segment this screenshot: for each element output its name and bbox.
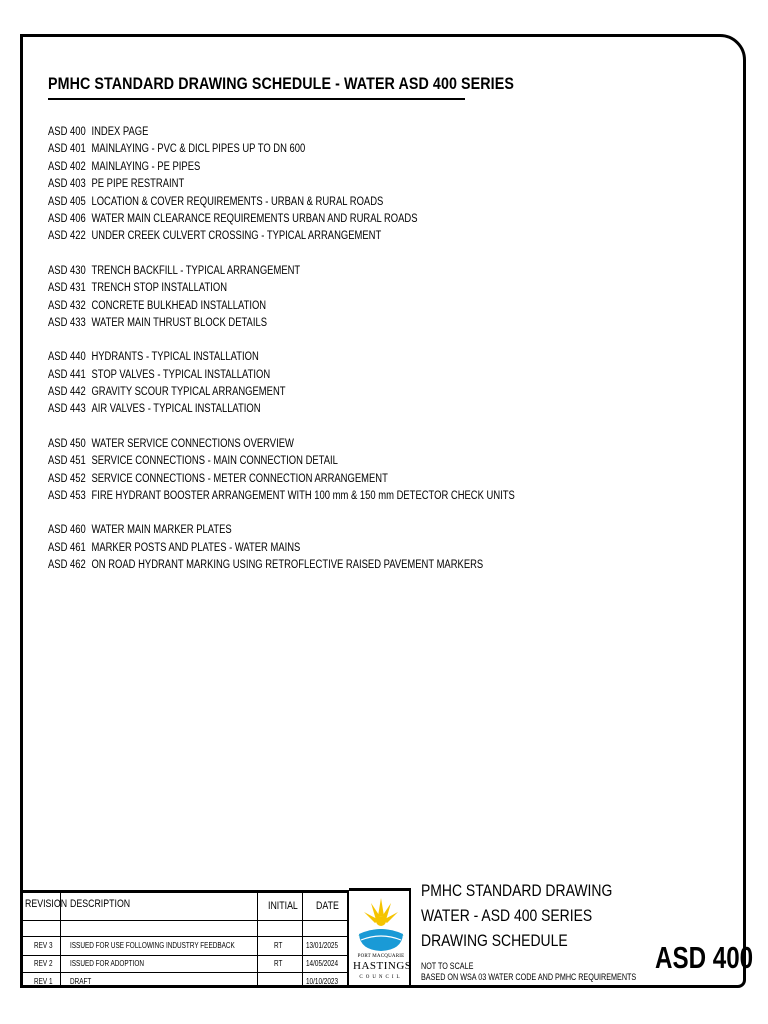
drawing-code: ASD 450 xyxy=(48,437,86,450)
drawing-description: PE PIPE RESTRAINT xyxy=(91,178,185,191)
drawing-description: ON ROAD HYDRANT MARKING USING RETROFLECTIVE RAISED PAVEMENT MARKERS xyxy=(91,559,484,572)
drawing-code: ASD 461 xyxy=(48,541,86,554)
drawing-description: TRENCH BACKFILL - TYPICAL ARRANGEMENT xyxy=(91,264,301,277)
sun-icon xyxy=(364,898,398,926)
schedule-row xyxy=(48,194,474,211)
schedule-row xyxy=(48,263,474,280)
drawing-code: ASD 406 xyxy=(48,212,86,225)
schedule-row xyxy=(48,159,474,176)
drawing-schedule-list xyxy=(48,124,568,592)
schedule-group xyxy=(48,349,568,419)
drawing-description: GRAVITY SCOUR TYPICAL ARRANGEMENT xyxy=(91,386,286,399)
schedule-group xyxy=(48,522,568,574)
drawing-description: SERVICE CONNECTIONS - METER CONNECTION ARRANGEMENT xyxy=(91,472,388,485)
logo-text-council: COUNCIL xyxy=(359,975,403,980)
drawing-number: ASD 400 xyxy=(655,940,754,975)
drawing-description: AIR VALVES - TYPICAL INSTALLATION xyxy=(91,403,261,416)
drawing-code: ASD 442 xyxy=(48,386,86,399)
drawing-code: ASD 433 xyxy=(48,316,86,329)
schedule-row xyxy=(48,141,474,158)
schedule-row xyxy=(48,488,515,505)
logo-text-hastings: HASTINGS xyxy=(353,960,412,972)
revision-table xyxy=(22,890,349,987)
drawing-code: ASD 422 xyxy=(48,230,86,243)
drawing-code: ASD 453 xyxy=(48,490,86,503)
header-description: DESCRIPTION xyxy=(70,898,131,910)
rev-date-cell: 14/05/2024 xyxy=(306,959,339,968)
drawing-code: ASD 432 xyxy=(48,299,86,312)
schedule-row xyxy=(48,315,474,332)
schedule-row xyxy=(48,349,474,366)
rev-cell: REV 3 xyxy=(34,941,53,950)
drawing-code: ASD 462 xyxy=(48,559,86,572)
drawing-description: INDEX PAGE xyxy=(91,126,149,138)
drawing-title-line-1: PMHC STANDARD DRAWING xyxy=(421,881,613,900)
schedule-group xyxy=(48,124,568,246)
drawing-description: WATER SERVICE CONNECTIONS OVERVIEW xyxy=(91,437,294,450)
drawing-code: ASD 460 xyxy=(48,524,86,537)
schedule-row xyxy=(48,367,474,384)
drawing-code: ASD 403 xyxy=(48,178,86,191)
schedule-group xyxy=(48,263,568,333)
drawing-description: STOP VALVES - TYPICAL INSTALLATION xyxy=(91,368,271,381)
drawing-code: ASD 443 xyxy=(48,403,86,416)
drawing-description: TRENCH STOP INSTALLATION xyxy=(91,282,228,295)
row-divider xyxy=(22,972,347,973)
council-logo-icon xyxy=(356,894,406,952)
schedule-row xyxy=(48,228,474,245)
row-divider xyxy=(22,920,347,921)
drawing-description: LOCATION & COVER REQUIREMENTS - URBAN & RURAL ROADS xyxy=(91,195,384,208)
schedule-row xyxy=(48,124,474,141)
drawing-code: ASD 401 xyxy=(48,143,86,156)
schedule-row xyxy=(48,298,474,315)
schedule-row xyxy=(48,557,484,574)
rev-initial-cell: RT xyxy=(274,959,283,968)
logo-text-port-macquarie: PORT MACQUARIE xyxy=(357,954,405,959)
rev-initial-cell: RT xyxy=(274,941,283,950)
drawing-code: ASD 451 xyxy=(48,455,86,468)
schedule-group xyxy=(48,436,568,506)
header-revision: REVISION xyxy=(25,898,68,910)
drawing-title-line-3: DRAWING SCHEDULE xyxy=(421,931,568,950)
schedule-row xyxy=(48,522,474,539)
drawing-description: WATER MAIN CLEARANCE REQUIREMENTS URBAN AND RURAL ROADS xyxy=(91,212,418,225)
header-initial: INITIAL xyxy=(268,900,298,912)
drawing-description: UNDER CREEK CULVERT CROSSING - TYPICAL ARRANGEMENT xyxy=(91,230,382,243)
schedule-row xyxy=(48,280,474,297)
schedule-row xyxy=(48,176,474,193)
drawing-description: HYDRANTS - TYPICAL INSTALLATION xyxy=(91,351,259,364)
title-underline xyxy=(48,98,465,100)
drawing-description: MAINLAYING - PVC & DICL PIPES UP TO DN 600 xyxy=(91,143,306,156)
water-shape xyxy=(359,929,403,951)
drawing-description: WATER MAIN MARKER PLATES xyxy=(91,524,232,537)
rev-cell: REV 1 xyxy=(34,977,53,986)
drawing-code: ASD 430 xyxy=(48,264,86,277)
schedule-row xyxy=(48,211,474,228)
drawing-description: MARKER POSTS AND PLATES - WATER MAINS xyxy=(91,541,301,554)
rev-desc-cell: ISSUED FOR USE FOLLOWING INDUSTRY FEEDBACK xyxy=(70,941,235,950)
drawing-description: WATER MAIN THRUST BLOCK DETAILS xyxy=(91,316,267,329)
drawing-code: ASD 431 xyxy=(48,282,86,295)
drawing-code: ASD 405 xyxy=(48,195,86,208)
schedule-row xyxy=(48,436,474,453)
drawing-title-line-2: WATER - ASD 400 SERIES xyxy=(421,906,593,925)
drawing-code: ASD 440 xyxy=(48,351,86,364)
scale-note: NOT TO SCALE xyxy=(421,961,474,971)
drawing-description: SERVICE CONNECTIONS - MAIN CONNECTION DETAIL xyxy=(91,455,338,468)
drawing-code: ASD 402 xyxy=(48,160,86,173)
schedule-row xyxy=(48,540,474,557)
schedule-row xyxy=(48,471,474,488)
rev-date-cell: 10/10/2023 xyxy=(306,977,339,986)
row-divider xyxy=(22,955,347,956)
drawing-code: ASD 452 xyxy=(48,472,86,485)
rev-desc-cell: ISSUED FOR ADOPTION xyxy=(70,959,144,968)
drawing-description: CONCRETE BULKHEAD INSTALLATION xyxy=(91,299,267,312)
row-divider xyxy=(22,936,347,937)
rev-date-cell: 13/01/2025 xyxy=(306,941,339,950)
drawing-code: ASD 400 xyxy=(48,126,86,138)
drawing-description: MAINLAYING - PE PIPES xyxy=(91,160,201,173)
header-date: DATE xyxy=(316,900,339,912)
drawing-description: FIRE HYDRANT BOOSTER ARRANGEMENT WITH 100 mm & 150 mm DETECTOR CHECK UNITS xyxy=(91,490,515,503)
rev-desc-cell: DRAFT xyxy=(70,977,92,986)
basis-note: BASED ON WSA 03 WATER CODE AND PMHC REQUIREMENTS xyxy=(421,972,637,982)
schedule-row xyxy=(48,401,474,418)
schedule-row xyxy=(48,384,474,401)
schedule-row xyxy=(48,453,474,470)
drawing-code: ASD 441 xyxy=(48,368,86,381)
schedule-title: PMHC STANDARD DRAWING SCHEDULE - WATER ASD 400 SERIES xyxy=(48,74,514,93)
rev-cell: REV 2 xyxy=(34,959,53,968)
